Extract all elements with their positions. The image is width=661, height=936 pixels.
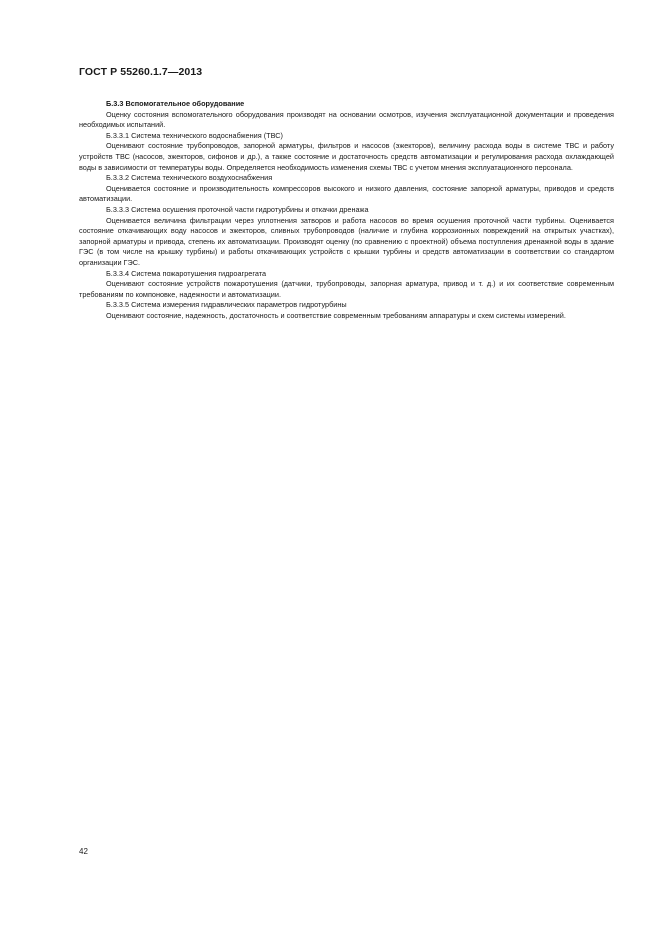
document-header-title: ГОСТ Р 55260.1.7—2013 [79, 66, 203, 78]
body-paragraph: Оценивают состояние, надежность, достаточность и соответствие современным требованиям аппаратуры и схем системы измерений. [106, 310, 566, 320]
body-paragraph: Оценивают состояние устройств пожаротушения (датчики, трубопроводы, запорная арматура, привод и т. д.) и их соответствие современным требованиям по компоновке, надежности и автоматизации. [79, 279, 614, 299]
subsection-heading: Б.3.3.4 Система пожаротушения гидроагрегата [106, 268, 267, 278]
subsection-heading: Б.3.3.5 Система измерения гидравлических параметров гидротурбины [106, 300, 347, 310]
body-paragraph: Оценивается величина фильтрации через уплотнения затворов и работа насосов во время осушения проточной части турбины. Оценивается состояние откачивающих воду насосов и эжекторов, сливных трубопроводов (наличие и глубина коррозионных повреждений на открытых участках), запорной арматуры и привода, степень их автоматизации. Производят оценку (по сравнению с проектной) объема поступления дренажной воды в здание ГЭС (в том числе на крышку турбины) и работы откачивающих устройств с крышки турбины и средств автоматизации в соответствии со стандартом организации ГЭС. [79, 215, 614, 267]
page-number: 42 [79, 847, 88, 856]
subsection-heading: Б.3.3.2 Система технического воздухоснабжения [106, 173, 273, 183]
subsection-heading: Б.3.3.1 Система технического водоснабжения (ТВС) [106, 130, 283, 140]
subsection-heading: Б.3.3.3 Система осушения проточной части гидротурбины и откачки дренажа [106, 204, 369, 214]
body-paragraph: Оценку состояния вспомогательного оборудования производят на основании осмотров, изучения эксплуатационной документации и проведения необходимых испытаний. [79, 109, 614, 130]
body-paragraph: Оценивается состояние и производительность компрессоров высокого и низкого давления, состояние запорной арматуры, приводов и средств автоматизации. [79, 183, 614, 204]
section-heading: Б.3.3 Вспомогательное оборудование [106, 99, 245, 108]
body-paragraph: Оценивают состояние трубопроводов, запорной арматуры, фильтров и насосов (эжекторов), величину расхода воды в системе ТВС и работу устройств ТВС (насосов, эжекторов, сифонов и др.), а также состояние и достаточность средств автоматизации и регулирования расхода охлаждающей воды в зависимости от температуры воды. Определяется необходимость изменения схемы ТВС с учетом мнения эксплуатационного персонала. [79, 141, 614, 172]
document-body [79, 99, 614, 321]
